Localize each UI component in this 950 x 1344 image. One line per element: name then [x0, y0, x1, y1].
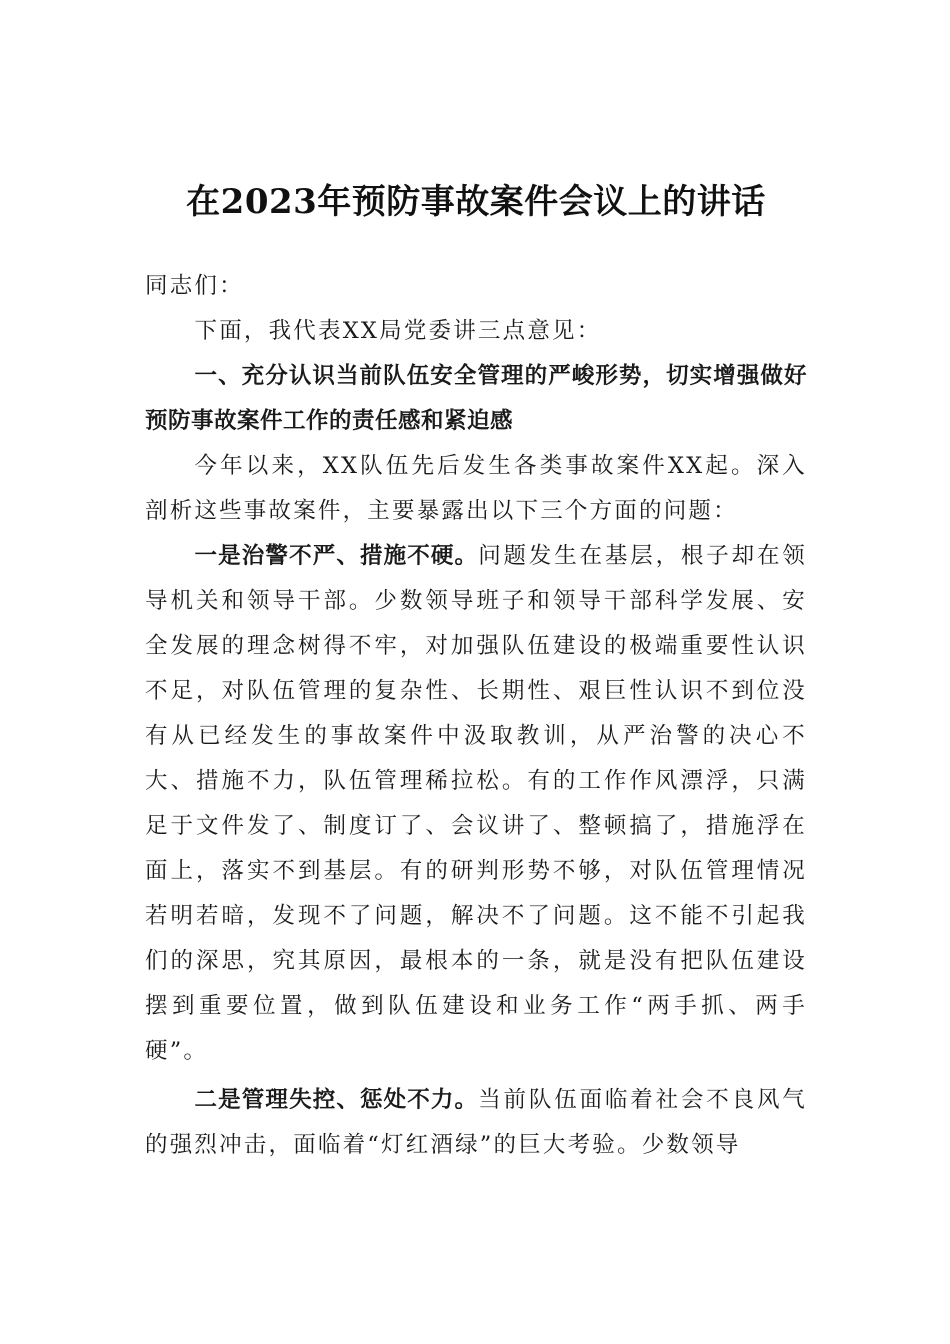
point-1-body: 问题发生在基层，根子却在领导机关和领导干部。少数领导班子和领导干部科学发展、安全发展的理念树得不牢，对加强队伍建设的极端重要性认识不足，对队伍管理的复杂性、长期性、艰巨性认识不到位没有从已经发生的事故案件中汲取教训，从严治警的决心不大、措施不力，队伍管理稀拉松。有的工作作风漂浮，只满足于文件发了、制度订了、会议讲了、整顿搞了，措施浮在面上，落实不到基层。有的研判形势不够，对队伍管理情况若明若暗，发现不了问题，解决不了问题。这不能不引起我们的深思，究其原因，最根本的一条，就是没有把队伍建设摆到重要位置，做到队伍建设和业务工作“两手抓、两手硬”。	[145, 543, 807, 1064]
point-2-body: 当前队伍面临着社会不良风气的强烈冲击，面临着“灯红酒绿”的巨大考验。少数领导	[145, 1087, 807, 1158]
section-1-paragraph: 今年以来，XX队伍先后发生各类事故案件XX起。深入剖析这些事故案件，主要暴露出以下三个方面的问题：	[145, 453, 807, 524]
salutation: 同志们：	[145, 273, 244, 299]
point-2-lead: 二是管理失控、惩处不力。	[194, 1087, 479, 1113]
point-1-lead: 一是治警不严、措施不硬。	[194, 543, 479, 569]
intro-paragraph: 下面，我代表XX局党委讲三点意见：	[194, 318, 602, 344]
document-title: 在2023年预防事故案件会议上的讲话	[186, 182, 766, 222]
point-1-paragraph	[145, 534, 807, 1074]
section-1-heading: 一、充分认识当前队伍安全管理的严峻形势，切实增强做好预防事故案件工作的责任感和紧迫感	[145, 363, 807, 434]
point-2-paragraph	[145, 1078, 807, 1168]
document-page	[145, 150, 807, 1168]
